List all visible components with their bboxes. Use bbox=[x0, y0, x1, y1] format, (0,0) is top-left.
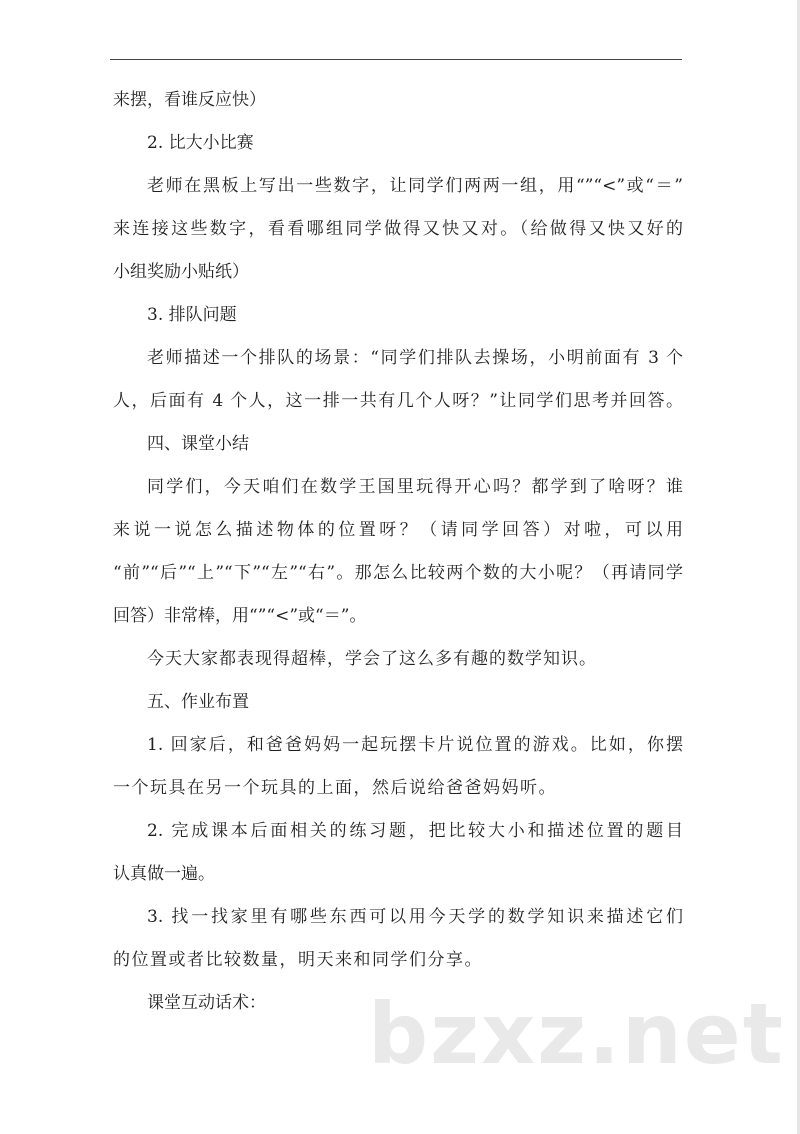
section-heading: 课堂互动话术： bbox=[147, 993, 266, 1013]
header-rule bbox=[110, 59, 682, 60]
paragraph-line: 老师描述一个排队的场景：“同学们排队去操场，小明前面有 3 个 bbox=[147, 348, 683, 368]
watermark: bzxz.net bbox=[368, 985, 785, 1083]
paragraph-line: 来摆，看谁反应快） bbox=[113, 90, 266, 110]
paragraph-line: 来连接这些数字，看看哪组同学做得又快又对。（给做得又快又好的 bbox=[113, 219, 683, 239]
paragraph-line: 同学们，今天咱们在数学王国里玩得开心吗？都学到了啥呀？谁 bbox=[147, 477, 683, 497]
paragraph-line: 老师在黑板上写出一些数字，让同学们两两一组，用“”“<”或“＝” bbox=[147, 176, 683, 196]
paragraph-line: 一个玩具在另一个玩具的上面，然后说给爸爸妈妈听。 bbox=[113, 778, 557, 798]
paragraph-line: 的位置或者比较数量，明天来和同学们分享。 bbox=[113, 950, 483, 970]
section-heading: 四、课堂小结 bbox=[147, 434, 249, 454]
paragraph-line: 回答）非常棒，用“”“<”或“＝”。 bbox=[113, 606, 367, 626]
paragraph-line: 1. 回家后，和爸爸妈妈一起玩摆卡片说位置的游戏。比如，你摆 bbox=[147, 735, 683, 755]
section-heading: 五、作业布置 bbox=[147, 692, 249, 712]
paragraph-line: 来说一说怎么描述物体的位置呀？（请同学回答）对啦，可以用 bbox=[113, 520, 683, 540]
paragraph-line: “前”“后”“上”“下”“左”“右”。那怎么比较两个数的大小呢？（再请同学 bbox=[113, 563, 683, 583]
paragraph-line: 3. 找一找家里有哪些东西可以用今天学的数学知识来描述它们 bbox=[147, 907, 683, 927]
section-heading: 3. 排队问题 bbox=[147, 305, 237, 325]
paragraph-line: 认真做一遍。 bbox=[113, 864, 215, 884]
paragraph-line: 今天大家都表现得超棒，学会了这么多有趣的数学知识。 bbox=[147, 649, 597, 669]
section-heading: 2. 比大小比赛 bbox=[147, 133, 254, 153]
paragraph-line: 2. 完成课本后面相关的练习题，把比较大小和描述位置的题目 bbox=[147, 821, 683, 841]
paragraph-line: 小组奖励小贴纸） bbox=[113, 262, 249, 282]
paragraph-line: 人，后面有 4 个人，这一排一共有几个人呀？”让同学们思考并回答。 bbox=[113, 391, 683, 411]
